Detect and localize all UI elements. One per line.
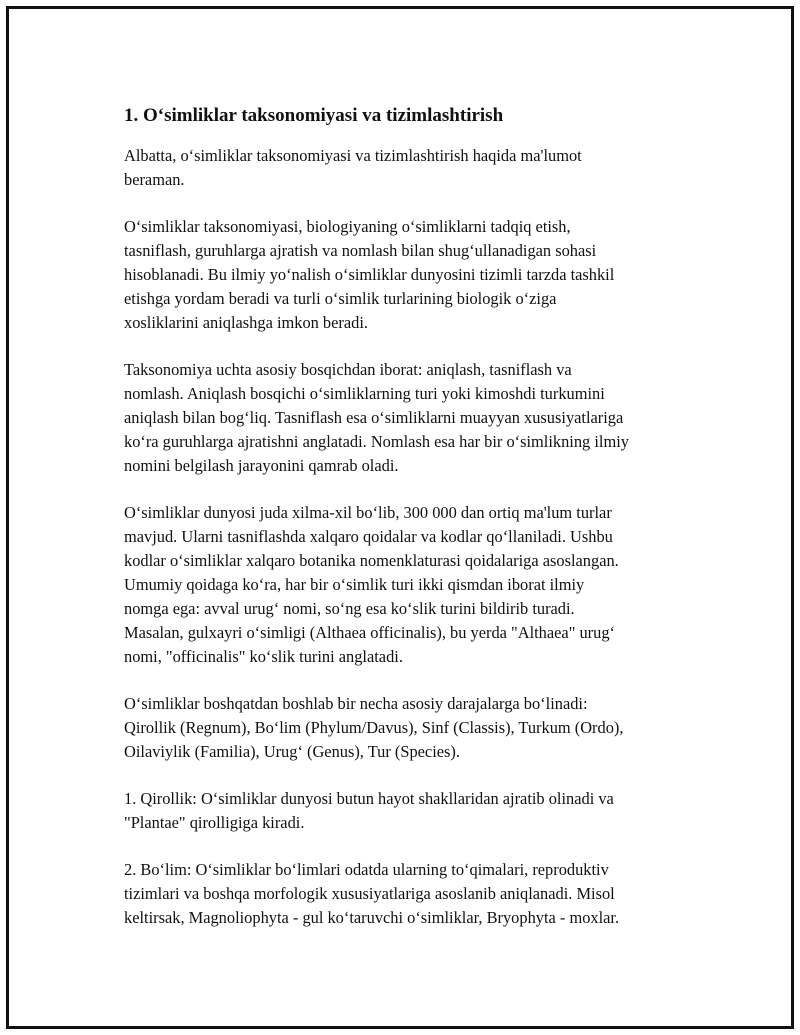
paragraph-classification-levels: O‘simliklar boshqatdan boshlab bir necha asosiy darajalarga bo‘linadi: Qirollik (Regnum), Bo‘lim (Phylum/Davus), Sinf (Classis), Turkum (Ordo), Oilaviylik (Familia), Urug‘ (Genus), Tur (Species). — [124, 694, 624, 761]
list-item-kingdom: 1. Qirollik: O‘simliklar dunyosi butun hayot shakllaridan ajratib olinadi va "Plantae" qirolligiga kiradi. — [124, 789, 614, 832]
paragraph-taxonomy-stages: Taksonomiya uchta asosiy bosqichdan iborat: aniqlash, tasniflash va nomlash. Aniqlash bosqichi o‘simliklarning turi yoki kimoshdi turkumini aniqlash bilan bog‘liq. Tasniflash esa o‘simliklarni muayyan xususiyatlariga ko‘ra guruhlarga ajratishni anglatadi. Nomlash esa har bir o‘simlikning ilmiy nomini belgilash jarayonini qamrab oladi. — [124, 360, 629, 475]
paragraph-taxonomy-definition: O‘simliklar taksonomiyasi, biologiyaning o‘simliklarni tadqiq etish, tasniflash, guruhlarga ajratish va nomlash bilan shug‘ullanadigan sohasi hisoblanadi. Bu ilmiy yo‘nalish o‘simliklar dunyosini tizimli tarzda tashkil etishga yordam beradi va turli o‘simlik turlarining biologik o‘ziga xosliklarini aniqlashga imkon beradi. — [124, 217, 615, 332]
section-heading: 1. O‘simliklar taksonomiyasi va tizimlashtirish — [124, 105, 504, 126]
list-item-division: 2. Bo‘lim: O‘simliklar bo‘limlari odatda ularning to‘qimalari, reproduktiv tizimlari va boshqa morfologik xususiyatlariga asoslanib aniqlanadi. Misol keltirsak, Magnoliophyta - gul ko‘taruvchi o‘simliklar, Bryophyta - moxlar. — [124, 860, 620, 927]
page-frame — [6, 6, 794, 1029]
document-body — [124, 104, 704, 953]
paragraph-intro: Albatta, o‘simliklar taksonomiyasi va tizimlashtirish haqida ma'lumot beraman. — [124, 146, 582, 189]
paragraph-plant-diversity: O‘simliklar dunyosi juda xilma-xil bo‘lib, 300 000 dan ortiq ma'lum turlar mavjud. Ularni tasniflashda xalqaro qoidalar va kodlar qo‘llaniladi. Ushbu kodlar o‘simliklar xalqaro botanika nomenklaturasi qoidalariga asoslangan. Umumiy qoidaga ko‘ra, har bir o‘simlik turi ikki qismdan iborat ilmiy nomga ega: avval urug‘ nomi, so‘ng esa ko‘slik turini bildirib turadi. Masalan, gulxayri o‘simligi (Althaea officinalis), bu yerda "Althaea" urug‘ nomi, "officinalis" ko‘slik turini anglatadi. — [124, 503, 619, 666]
